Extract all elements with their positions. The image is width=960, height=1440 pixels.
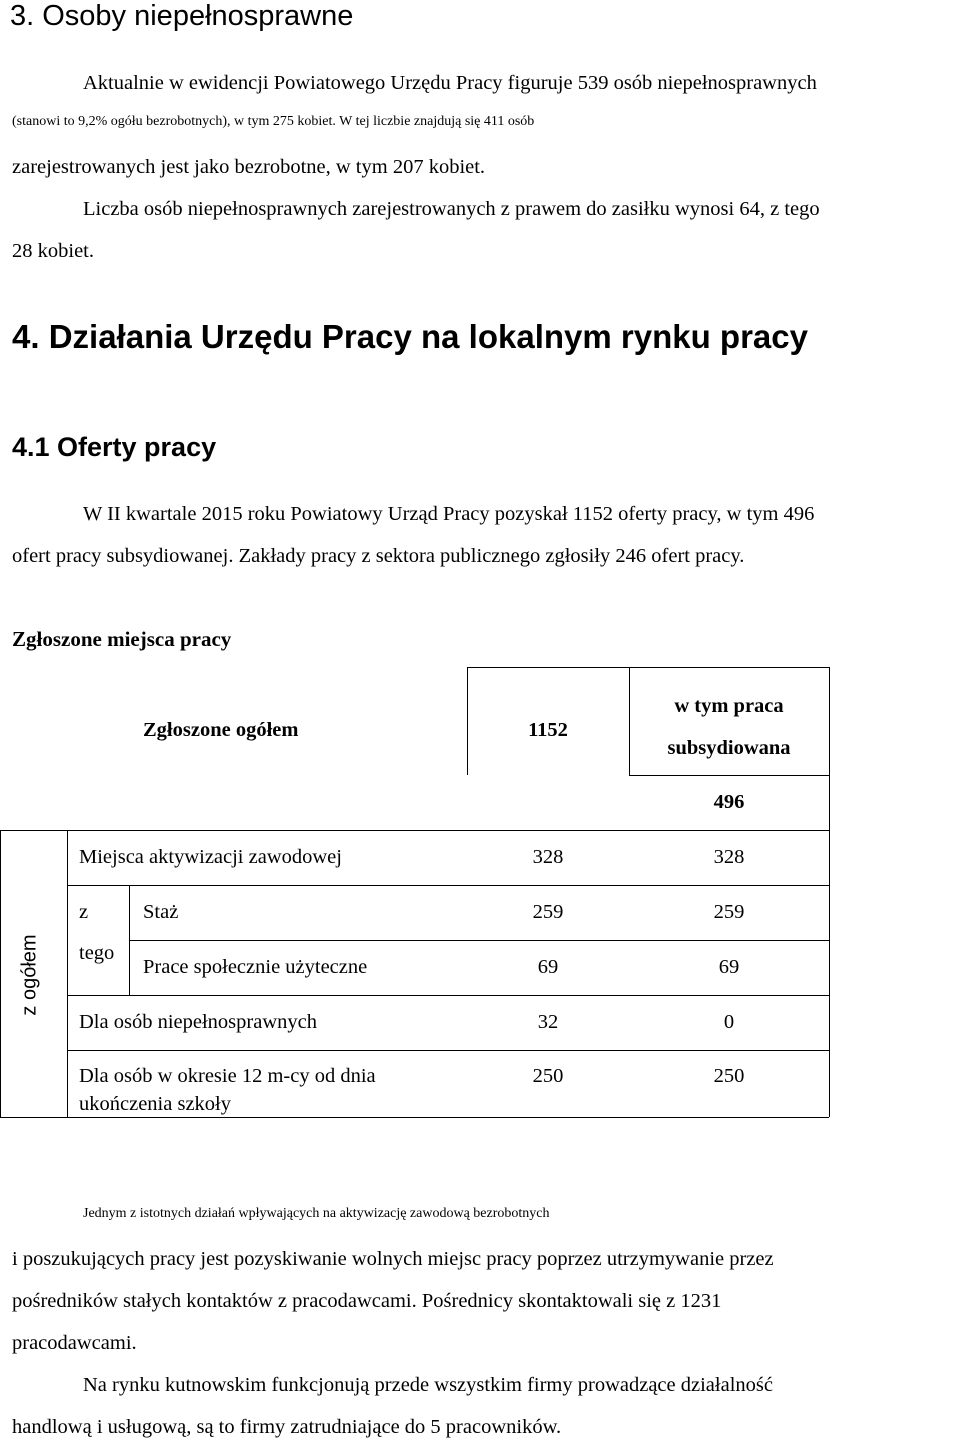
- header-subsidized-label: subsydiowana: [667, 737, 791, 759]
- row-label: Staż: [143, 901, 179, 923]
- para-line: Liczba osób niepełnosprawnych zarejestrowanych z prawem do zasiłku wynosi 64, z tego: [83, 198, 820, 220]
- para-line: W II kwartale 2015 roku Powiatowy Urząd Pracy pozyskał 1152 oferty pracy, w tym 496: [83, 503, 815, 525]
- para-line: Jednym z istotnych działań wpływających na aktywizację zawodową bezrobotnych: [83, 1206, 550, 1221]
- para-line: Aktualnie w ewidencji Powiatowego Urzędu Pracy figuruje 539 osób niepełnosprawnych: [83, 72, 817, 94]
- section-3-heading: 3. Osoby niepełnosprawne: [10, 0, 354, 32]
- row-subsidized: 259: [713, 901, 745, 923]
- row-total: 32: [537, 1011, 559, 1033]
- para-line: zarejestrowanych jest jako bezrobotne, w tym 207 kobiet.: [12, 156, 486, 178]
- header-total-label: Zgłoszone ogółem: [143, 719, 299, 741]
- row-subsidized: 250: [713, 1065, 745, 1087]
- para-line: Na rynku kutnowskim funkcjonują przede wszystkim firmy prowadzące działalność: [83, 1374, 773, 1396]
- table-title: Zgłoszone miejsca pracy: [12, 627, 232, 651]
- row-subsidized: 0: [723, 1011, 735, 1033]
- header-total-value: 1152: [528, 719, 568, 741]
- z-tego-label: tego: [79, 942, 115, 964]
- header-subsidized-label: w tym praca: [674, 695, 784, 717]
- para-line: (stanowi to 9,2% ogółu bezrobotnych), w tym 275 kobiet. W tej liczbie znajdują się 411 osób: [12, 114, 535, 129]
- row-subsidized: 328: [713, 846, 745, 868]
- para-line: pracodawcami.: [12, 1332, 137, 1354]
- section-4-heading: 4. Działania Urzędu Pracy na lokalnym rynku pracy: [12, 318, 808, 355]
- row-label: Dla osób niepełnosprawnych: [79, 1011, 317, 1033]
- para-line: 28 kobiet.: [12, 240, 94, 262]
- row-subsidized: 69: [718, 956, 740, 978]
- header-subsidized-value: 496: [713, 791, 745, 813]
- row-label: Miejsca aktywizacji zawodowej: [79, 846, 342, 868]
- para-line: handlową i usługową, są to firmy zatrudniające do 5 pracowników.: [12, 1416, 562, 1438]
- row-total: 250: [532, 1065, 564, 1087]
- row-label: ukończenia szkoły: [79, 1093, 231, 1115]
- para-line: pośredników stałych kontaktów z pracodawcami. Pośrednicy skontaktowali się z 1231: [12, 1290, 722, 1312]
- row-total: 69: [537, 956, 559, 978]
- para-line: i poszukujących pracy jest pozyskiwanie wolnych miejsc pracy poprzez utrzymywanie przez: [12, 1248, 774, 1270]
- section-4-1-heading: 4.1 Oferty pracy: [12, 432, 217, 462]
- row-label: Prace społecznie użyteczne: [143, 956, 368, 978]
- z-tego-label: z: [79, 901, 89, 923]
- para-line: ofert pracy subsydiowanej. Zakłady pracy z sektora publicznego zgłosiły 246 ofert pracy.: [12, 545, 745, 567]
- row-total: 259: [532, 901, 564, 923]
- row-total: 328: [532, 846, 564, 868]
- row-label: Dla osób w okresie 12 m-cy od dnia: [79, 1065, 376, 1087]
